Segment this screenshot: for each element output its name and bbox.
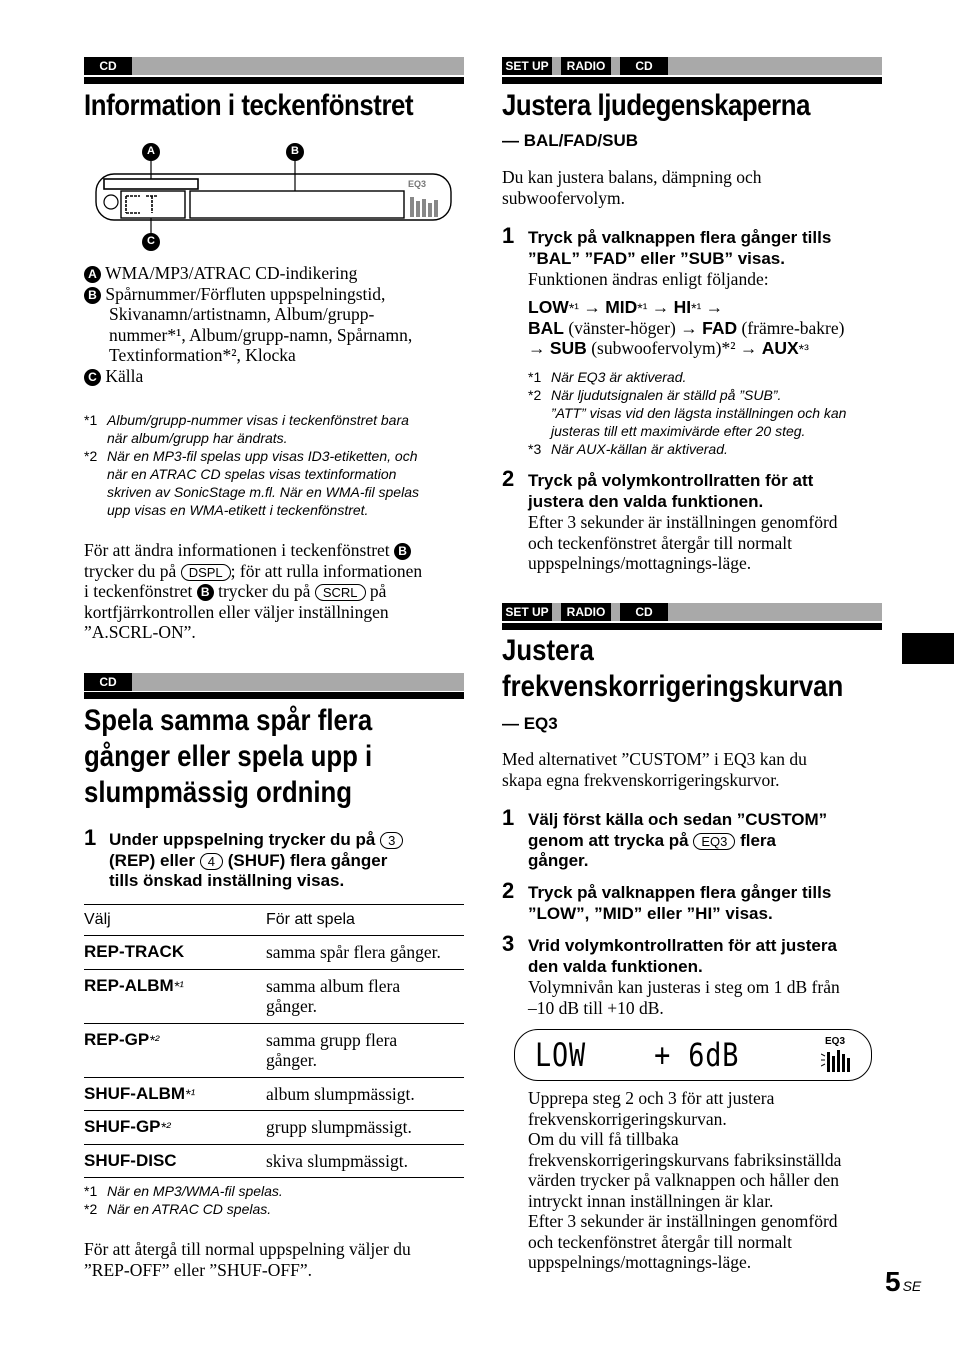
key-3: 3 — [380, 832, 403, 849]
desc-line: samma spår flera gånger. — [266, 942, 441, 962]
step-block — [528, 936, 888, 1018]
desc-line: gånger. — [266, 1050, 318, 1070]
option-desc — [266, 1111, 464, 1145]
seq-item: MID — [605, 297, 638, 317]
title-line: Spela samma spår flera — [84, 704, 373, 737]
step-text: Tryck på valknappen flera gånger tills — [528, 228, 832, 247]
callout-b-ref: B — [197, 584, 214, 601]
callout-b-ref: B — [394, 543, 411, 560]
thumb-tab — [902, 633, 954, 664]
outro-line: Om du vill få tillbaka — [528, 1129, 679, 1149]
step-number: 2 — [502, 466, 515, 491]
option-desc — [266, 969, 464, 1023]
step-instruction — [109, 830, 469, 892]
section-subtitle: — BAL/FAD/SUB — [502, 131, 638, 150]
footnote-line: justeras till ett maximivärde efter 20 steg. — [551, 423, 806, 439]
option-desc — [266, 1023, 464, 1077]
para-text: kortfjärrkontrollen eller väljer inställningen — [84, 601, 389, 622]
step-text: gånger. — [528, 851, 589, 870]
lcd-eq3-label: EQ3 — [825, 1036, 846, 1047]
page-number-value: 5 — [885, 1266, 901, 1297]
legend-b-badge: B — [84, 287, 101, 304]
section-title — [84, 703, 372, 811]
option-name: REP-ALBM — [84, 975, 174, 995]
step-text: genom att trycka på — [528, 830, 689, 850]
display-info-paragraph — [84, 540, 474, 643]
step-number: 1 — [502, 223, 515, 248]
table-row — [84, 936, 464, 970]
footnote-line: ”ATT” visas vid den lägsta inställningen och kan — [551, 405, 847, 421]
footnotes-table — [84, 1182, 464, 1218]
setup-tag: SET UP — [502, 603, 552, 621]
option-cell — [84, 1111, 266, 1145]
setup-radio-cd-tags — [502, 57, 668, 75]
display-eq3-label: EQ3 — [408, 179, 427, 189]
step-body: Volymnivån kan justeras i steg om 1 dB från — [528, 977, 840, 997]
display-illustration — [94, 142, 454, 252]
para-text: För att återgå till normal uppspelning väljer du — [84, 1239, 411, 1259]
step-text: den valda funktionen. — [528, 956, 703, 976]
cd-tag: CD — [84, 673, 132, 691]
seq-sup: *¹ — [637, 300, 648, 316]
footnote-mark: *2 — [528, 387, 542, 403]
seq-sup: *¹ — [691, 300, 702, 316]
callout-b: B — [291, 145, 299, 157]
arrow-icon: → — [680, 317, 698, 338]
step-text: (REP) eller — [109, 850, 195, 870]
step-number: 3 — [502, 931, 515, 956]
footnote-mark: *1 — [528, 369, 542, 385]
para-text: skapa egna frekvenskorrigeringskurvor. — [502, 769, 780, 790]
footnote-mark: *1 — [84, 412, 98, 428]
title-line: frekvenskorrigeringskurvan — [502, 670, 844, 703]
arrow-icon: → — [583, 297, 601, 317]
legend-b-text-3: nummer*¹, Album/grupp-namn, Spårnamn, — [109, 324, 413, 345]
step-text: Välj först källa och sedan ”CUSTOM” — [528, 810, 828, 829]
page-number — [885, 1266, 921, 1298]
desc-line: samma album flera — [266, 975, 401, 996]
section-title — [502, 633, 843, 705]
footnote-line: När en MP3-fil spelas upp visas ID3-etiketten, och — [107, 448, 418, 464]
setup-radio-cd-tags — [502, 603, 668, 621]
outro-line: frekvenskorrigeringskurvan. — [528, 1108, 727, 1129]
lcd-text: LOW + 6dB — [535, 1036, 740, 1074]
arrow-icon: → — [528, 338, 546, 358]
title-line: slumpmässig ordning — [84, 776, 353, 809]
arrow-icon: → — [739, 338, 758, 358]
step-block — [528, 471, 888, 574]
seq-item: BAL — [528, 317, 564, 338]
legend-b-text-4: Textinformation*², Klocka — [109, 345, 296, 365]
footnote-mark: *2 — [84, 448, 98, 464]
seq-desc: (vänster-höger) — [568, 317, 676, 338]
options-table — [84, 904, 464, 1178]
section-tag-bar — [84, 673, 464, 691]
step-instruction — [528, 883, 888, 924]
option-desc — [266, 936, 464, 970]
option-name: REP-GP — [84, 1029, 150, 1049]
title-line: gånger eller spela upp i — [84, 740, 373, 773]
key-4: 4 — [200, 853, 223, 870]
footnote-line: Album/grupp-nummer visas i teckenfönstret bara — [107, 412, 409, 428]
outro-line: och teckenfönstret återgår till normalt — [528, 1231, 793, 1252]
desc-line: samma grupp flera — [266, 1029, 398, 1050]
footnote-line: upp visas en WMA-etikett i teckenfönstret. — [107, 502, 369, 518]
step-text: Tryck på volymkontrollratten för att — [528, 471, 814, 490]
step-text: Tryck på valknappen flera gånger tills — [528, 883, 832, 902]
footnote-line: när album/grupp har ändrats. — [107, 430, 288, 446]
section-subtitle: — EQ3 — [502, 714, 558, 733]
footnote-line: När en MP3/WMA-fil spelas. — [107, 1183, 283, 1199]
section-title: Information i teckenfönstret — [84, 89, 414, 122]
callout-a: A — [147, 145, 155, 157]
setup-tag: SET UP — [502, 57, 552, 75]
step-number: 1 — [502, 805, 515, 830]
option-cell — [84, 936, 266, 970]
legend-b-text: Spårnummer/Förfluten uppspelningstid, — [105, 283, 386, 304]
footnote-line: När en ATRAC CD spelas. — [107, 1201, 272, 1217]
seq-item: HI — [673, 297, 692, 317]
option-name: SHUF-GP — [84, 1117, 161, 1136]
option-cell — [84, 1144, 266, 1178]
seq-item: SUB — [549, 338, 587, 358]
table-header-row — [84, 905, 464, 936]
cd-tag: CD — [620, 603, 668, 621]
footnote-line: När EQ3 är aktiverad. — [551, 369, 687, 385]
step-body: –10 dB till +10 dB. — [528, 997, 664, 1018]
para-text: För att ändra informationen i teckenfönstret — [84, 540, 390, 560]
legend-a-badge: A — [84, 266, 101, 283]
option-desc — [266, 1077, 464, 1111]
step-text: ”BAL” ”FAD” eller ”SUB” visas. — [528, 248, 785, 268]
cd-tag: CD — [84, 57, 132, 75]
legend-c-text: Källa — [105, 365, 144, 386]
arrow-icon: → — [651, 297, 670, 317]
legend-a-text: WMA/MP3/ATRAC CD-indikering — [105, 263, 358, 283]
desc-line: gånger. — [266, 996, 318, 1016]
outro-line: frekvenskorrigeringskurvans fabriksinställda — [528, 1149, 842, 1170]
title-line: Justera — [502, 634, 594, 667]
seq-item: LOW — [528, 297, 569, 317]
para-text: ; för att rulla informationen — [230, 560, 423, 581]
step-body: uppspelnings/mottagnings-läge. — [528, 553, 752, 573]
seq-sup: *¹ — [568, 300, 579, 316]
section-rule — [502, 623, 882, 630]
seq-desc: (främre-bakre) — [741, 317, 845, 338]
option-name: SHUF-ALBM — [84, 1083, 186, 1103]
arrow-icon: → — [705, 297, 724, 317]
para-text: trycker du på — [218, 581, 311, 601]
seq-item: FAD — [702, 317, 738, 338]
footnote-line: När AUX-källan är aktiverad. — [551, 441, 728, 457]
para-text: ”REP-OFF” eller ”SHUF-OFF”. — [84, 1259, 312, 1280]
option-sup: *² — [160, 1119, 171, 1135]
display-legend — [84, 263, 464, 386]
step-text: (SHUF) flera gånger — [227, 850, 388, 870]
table-row — [84, 1111, 464, 1145]
table-row — [84, 1023, 464, 1077]
dspl-key: DSPL — [181, 564, 231, 581]
option-desc — [266, 1144, 464, 1178]
desc-line: skiva slumpmässigt. — [266, 1150, 408, 1171]
lcd-eq-bars — [821, 1048, 857, 1074]
footnote-line: när en ATRAC CD spelas visas textinformation — [107, 466, 397, 482]
footnote-mark: *3 — [528, 441, 542, 457]
seq-item: AUX — [761, 338, 799, 358]
option-sup: *¹ — [185, 1085, 196, 1102]
option-cell — [84, 1023, 266, 1077]
para-text: i teckenfönstret — [84, 581, 193, 601]
eq3-key: EQ3 — [693, 833, 735, 850]
step-instruction — [528, 810, 888, 872]
step-body: Funktionen ändras enligt följande: — [528, 269, 769, 289]
footnotes-display — [84, 411, 464, 519]
seq-sup: *³ — [798, 341, 809, 357]
cd-tag: CD — [620, 57, 668, 75]
step-block — [528, 228, 888, 290]
eq-outro-paragraph — [528, 1088, 898, 1273]
step-body: Efter 3 sekunder är inställningen genomförd — [528, 512, 838, 532]
section-title: Justera ljudegenskaperna — [502, 89, 811, 122]
step-number: 1 — [84, 825, 97, 850]
step-text: Under uppspelning trycker du på — [109, 830, 376, 849]
footnote-mark: *1 — [84, 1183, 98, 1199]
table-row — [84, 969, 464, 1023]
page-locale: SE — [902, 1278, 922, 1294]
outro-line: intryckt innan inställningen är klar. — [528, 1190, 774, 1211]
repeat-off-paragraph — [84, 1239, 464, 1280]
para-text: ”A.SCRL-ON”. — [84, 622, 196, 642]
section-tag-bar — [84, 57, 464, 75]
step-number: 2 — [502, 878, 515, 903]
desc-line: grupp slumpmässigt. — [266, 1117, 412, 1137]
option-name: REP-TRACK — [84, 942, 185, 961]
section-intro — [502, 167, 882, 208]
section-intro — [502, 749, 882, 790]
table-header: För att spela — [266, 905, 464, 936]
legend-c-badge: C — [84, 369, 101, 386]
footnote-line: När ljudutsignalen är ställd på ”SUB”. — [551, 387, 782, 403]
radio-tag: RADIO — [561, 603, 611, 621]
footnotes-sequence — [528, 368, 898, 458]
step-body: och teckenfönstret återgår till normalt — [528, 532, 793, 553]
option-cell — [84, 1077, 266, 1111]
callout-c: C — [147, 235, 155, 247]
section-rule — [502, 77, 882, 84]
footnote-mark: *2 — [84, 1201, 98, 1217]
function-sequence — [528, 297, 888, 359]
step-text: flera — [740, 830, 777, 850]
para-text: subwoofervolym. — [502, 187, 625, 208]
outro-line: Efter 3 sekunder är inställningen genomförd — [528, 1211, 838, 1231]
eq-lcd-display — [514, 1029, 872, 1081]
outro-line: uppspelnings/mottagnings-läge. — [528, 1252, 752, 1272]
step-text: justera den valda funktionen. — [528, 491, 764, 511]
section-rule — [84, 692, 464, 699]
scrl-key: SCRL — [315, 584, 366, 601]
option-sup: *¹ — [173, 977, 184, 994]
desc-line: album slumpmässigt. — [266, 1083, 415, 1104]
option-name: SHUF-DISC — [84, 1150, 177, 1170]
step-text: Vrid volymkontrollratten för att justera — [528, 936, 837, 955]
para-text: på — [369, 581, 387, 601]
legend-b-text-2: Skivanamn/artistnamn, Album/grupp- — [109, 304, 375, 324]
seq-desc: (subwoofervolym)*² — [591, 338, 736, 358]
table-header: Välj — [84, 905, 266, 936]
table-row — [84, 1077, 464, 1111]
outro-line: Upprepa steg 2 och 3 för att justera — [528, 1088, 775, 1108]
footnote-line: skriven av SonicStage m.fl. När en WMA-fil spelas — [107, 484, 419, 500]
option-sup: *² — [149, 1031, 160, 1048]
para-text: Med alternativet ”CUSTOM” i EQ3 kan du — [502, 749, 807, 769]
table-row — [84, 1144, 464, 1178]
para-text: trycker du på — [84, 560, 177, 581]
option-cell — [84, 969, 266, 1023]
step-text: ”LOW”, ”MID” eller ”HI” visas. — [528, 903, 773, 923]
radio-tag: RADIO — [561, 57, 611, 75]
outro-line: värden trycker på valknappen och håller den — [528, 1170, 839, 1190]
section-rule — [84, 77, 464, 84]
para-text: Du kan justera balans, dämpning och — [502, 167, 762, 187]
step-text: tills önskad inställning visas. — [109, 871, 345, 890]
